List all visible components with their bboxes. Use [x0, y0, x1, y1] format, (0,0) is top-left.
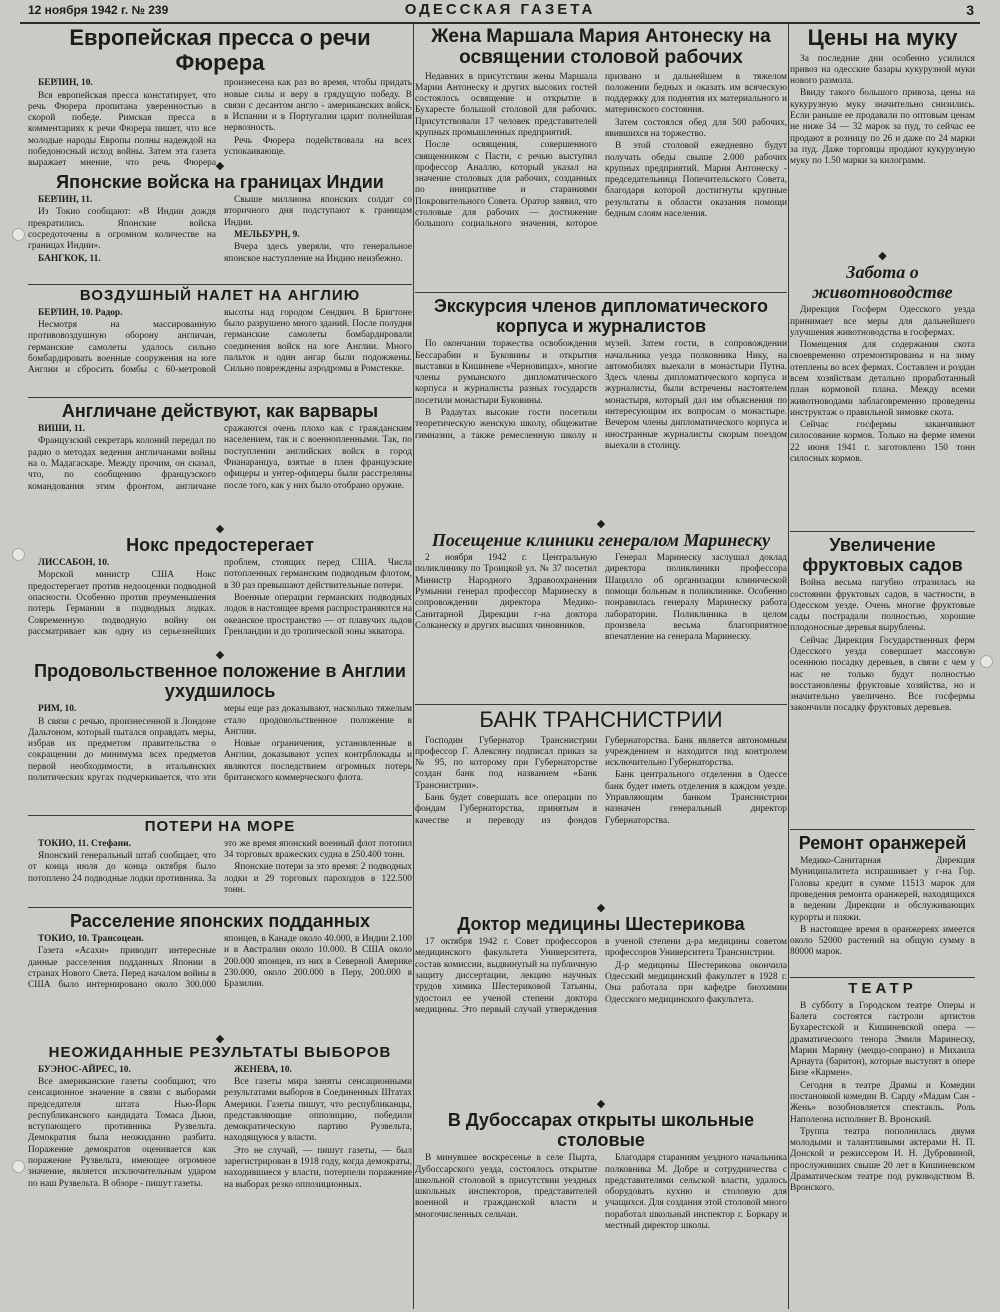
paragraph: Сейчас госфермы заканчивают силосование кормов. Только на ферме имени 22 июня 1941 г. заготовлено 150 тонн силосных кормов. — [790, 420, 975, 464]
article — [415, 708, 787, 898]
dateline: ТОКИО, 11. Стефани. — [38, 838, 131, 849]
dateline: РИМ, 10. — [38, 704, 77, 715]
headline: ВОЗДУШНЫЙ НАЛЕТ НА АНГЛИЮ — [79, 287, 361, 304]
headline: Ремонт оранжерей — [798, 833, 967, 853]
binding-hole — [12, 548, 25, 561]
headline: ПОТЕРИ НА МОРЕ — [144, 818, 296, 835]
article-body — [415, 72, 787, 231]
headline: В Дубоссарах открыты школьные столовые — [447, 1110, 755, 1151]
divider — [790, 977, 975, 978]
paragraph: Японские потери за это время: 2 подводных лодки и 29 торговых пароходов в 122.500 тонн. — [224, 862, 412, 895]
separator-ornament: ◆ — [215, 1033, 225, 1045]
headline: Продовольственное положение в Англии ухудшилось — [34, 661, 406, 702]
headline: БАНК ТРАНСНИСТРИИ — [479, 707, 723, 732]
article — [415, 914, 787, 1094]
article — [28, 401, 412, 519]
binding-hole — [980, 655, 993, 668]
headline: Расселение японских подданных — [70, 911, 370, 931]
paragraph: В минувшее воскресенье в селе Пырта, Дубоссарского уезда, состоялось открытие школьной столовой в присутствии уездных школьных инспекторов, представителей военной и гражданской власти и многочисленных сельчан. — [415, 1153, 597, 1220]
article-body — [415, 937, 787, 1016]
headline: Жена Маршала Мария Антонеску на освящении столовой рабочих — [431, 26, 771, 69]
paragraph: 2 ноября 1942 г. Центральную поликлинику по Троицкой ул. № 37 посетил Министр Народного Здравоохранения Румынии генерал профессор Маринеску в сопровождении директора Медико-Санитарной Дирекции г-на доктора Солканеску и других высших чиновников. — [415, 553, 597, 631]
paragraph: Вся европейская пресса констатирует, что речь Фюрера пропитана уверенностью в скорой победе. Римская пресса в комментариях к речи Фюрера пишет, что все молодые народы Европы полны надеждой на победоносный исход войны. Затем эта газета выражает мнение, что речь Фюрера произнесена как раз во время, чтобы придать новые силы и веру в грядущую победу. В связи с десантом англо - американских войск, в Испании и в Португалии царит полнейшая нервозность. — [28, 78, 412, 169]
article-body — [28, 558, 412, 638]
paragraph: Война весьма пагубно отразилась на состоянии фруктовых садов, в частности, в Одесском уезде. Очень многие фруктовые сады пострадали полностью, хорошие плодоносные деревья вырублены. — [790, 578, 975, 634]
article-body — [790, 856, 975, 959]
paragraph: Недавних в присутствии жены Маршала Марии Антонеску и других высоких гостей состоялось освящение и открытие в Бухаресте большой столовой для рабочих. Присутствовали 17 человек представителей крупных промышленных предприятий. — [415, 71, 597, 138]
paragraph: 17 октября 1942 г. Совет профессоров медицинского факультета Университета, состав комиссии, выдвинутый на публичную защиту диссертации, лекцию научных трудов химика Шестериковой Татьяны, удостоил ее ученой степени доктора медицины. Это первый случай утверждения в ученой степени д-ра медицины советом профессоров Университета Транснистрии. — [415, 937, 787, 1015]
dateline: БУЭНОС-АЙРЕС, 10. — [38, 1064, 131, 1075]
article-body — [28, 424, 412, 493]
binding-hole — [12, 1160, 25, 1173]
paragraph: Речь Фюрера подействовала на всех успокаивающе. — [224, 135, 412, 157]
article-body — [415, 339, 787, 452]
masthead — [20, 0, 980, 24]
article — [790, 833, 975, 973]
paragraph: Японский генеральный штаб сообщает, что от конца июля до конца октября было потоплено 24 подводные лодки противника. За это же время японский военный флот потопил 34 торговых вражеских судна в 250.400 тонн. — [28, 838, 412, 884]
column-middle — [415, 26, 787, 1308]
article — [28, 288, 412, 393]
separator-ornament: ◆ — [215, 160, 225, 172]
article — [28, 1045, 412, 1260]
column-rule — [788, 24, 789, 1309]
article-body — [28, 1065, 412, 1192]
paragraph: Банк будет совершать все операции по фондам Губернаторства, принятым в качестве и переводу из фондов Губернаторства. Банк является автономным учреждением и находится под контролем исключительно Губернаторства. — [415, 735, 787, 826]
divider — [415, 704, 787, 705]
paragraph: Генерал Маринеску заслушал доклад директора поликлиники профессора Шацилло об организации клинической помощи больным в поликлинике. Особенно понравилась генералу Маринеску работа лаборатории. Поликлиника в целом произвела весьма благоприятное впечатление на генерала Маринеску. — [605, 553, 787, 643]
paragraph: В связи с речью, произнесенной в Лондоне Дальтоном, который пытался оправдать меры, избрав их предметом правительства о сокращении до минимума всех предметов первой необходимости, в итальянских политических кругах подчеркивается, что эти меры еще раз доказывают, насколько тяжелым стало продовольственное положение в Англии. — [28, 704, 412, 783]
article — [28, 25, 412, 169]
dateline: БЕРЛИН, 11. — [38, 195, 93, 206]
article — [415, 530, 787, 700]
article-body — [790, 578, 975, 714]
paragraph: Военные операции германских подводных лодок в настоящее время распространяются на океанское пространство — от плавучих льдов Гренландии и до тропической зоны экватора. — [224, 593, 412, 637]
paragraph: Из Токио сообщают: «В Индии дождя прекратились. Японские войска сосредоточены в огромном количестве на границах Индии». — [28, 207, 216, 252]
paragraph: В Радаутах высокие гости посетили теоретическую женскую школу, общежитие гимназии, а также ремесленную школу и музей. Затем гости, в сопровождении начальника уезда полковника Нику, на автомобилях выехали в монастыри Путна. Здесь члены дипломатического корпуса и журналисты, были встречены настоятелем монастыря, который дал им объяснения по интересующим их вопросам о монастыре. Вечером члены дипломатического корпуса и иностранные журналисты скорым поездом выехали в столицу. — [415, 339, 787, 451]
paragraph: Благодаря стараниям уездного начальника полковника М. Добре и сотрудничества с представителями сельской власти, удалось оборудовать кухню и столовую для учащихся. Для создания этой столовой много поработал школьный инспектор г. Боркару и местный директор школы. — [605, 1153, 787, 1231]
article-body — [790, 1001, 975, 1195]
article-body — [28, 308, 412, 377]
paragraph: По окончании торжества освобождения Бессарабии и Буковины и открытия выставки в Кишиневе «Черновицах», многие члены румынского дипломатического корпуса и журналисты разных государств посетили монастыри Буковины. — [415, 339, 597, 406]
paragraph: Ввиду такого большого привоза, цены на кукурузную муку значительно снизились. Если раньше ее продавали по оптовым ценам не ниже 34 — 32 марок за пуд, то сейчас ее продают в розницу по 26 и даже по 24 марки за пуд. Даже торговцы продают кукурузную муку по 1.50 марки за килограмм. — [790, 88, 975, 167]
paragraph: Медико-Санитарная Дирекция Муниципалитета испрашивает у г-на Гор. Головы кредит в сумме 11513 марок для проведения ремонта оранжерей, находящихся в ведении Дирекции и обслуживающих курорты и пляжи. — [790, 856, 975, 923]
paragraph: Свыше миллиона японских солдат со вторичного дня подступают к границам Индии. — [224, 195, 412, 228]
paragraph: Несмотря на массированную противовоздушную оборону англичан, германские самолеты удалось сильно бомбардировать военные сооружения на юге Англии и сбросить бомбы с 60-метровой высоты над городом Сендвич. В Бригтоне было разрушено много зданий. После полудня германские самолеты бомбардировали соединения войск на юге Англии. Много пальток и один ангар были подожжены. Сильно повреждены аэродромы в Ромстекке. — [28, 307, 412, 376]
dateline: ЛИССАБОН, 10. — [38, 558, 110, 569]
article-body — [790, 305, 975, 465]
separator-ornament: ◆ — [878, 250, 887, 262]
paragraph: Д-р медицины Шестерикова окончила Одесский медицинский факультет в 1928 г. Она работала при кафедре биохимии Одесского медицинского факультета. — [605, 960, 787, 1005]
article — [28, 819, 412, 903]
article-body — [415, 553, 787, 643]
paragraph: Сейчас Дирекция Государственных ферм Одесского уезда совершает массовую осеннюю посадку деревьев, в связи с чем у нас не только будут полностью восстановлены фруктовые хозяйства, но и значительно увеличено. Все госфермы закончили посадку фруктовых деревьев. — [790, 635, 975, 714]
paragraph: Все американские газеты сообщают, что сенсационное значение в связи с выборами председателя штата Нью-Йорк республиканского кандидата Томаса Дьюи, вступающего противника Рузвельта. Демократия была неожиданно разбита. Поражение демократов оценивается как поражение Рузвельта, имеющее огромное значение, является исключительным ударом по наш Рузвельта. В обзоре - пишут газеты. — [28, 1077, 216, 1189]
paragraph: Все газеты мира заняты сенсационными результатами выборов в Соединенных Штатах Америки. Газеты пишут, что республиканцы, представляющие оппозицию, победили демократическую партию Рузвельта, находящуюся у власти. — [224, 1077, 412, 1144]
article-body — [415, 1153, 787, 1232]
article — [28, 535, 412, 645]
paragraph: Это не случай, — пишут газеты, — был зарегистрирован в 1918 году, когда демократы, находившиеся у власти, потерпели поражение на выборах резко оппозиционных. — [224, 1145, 412, 1190]
headline: НЕОЖИДАННЫЕ РЕЗУЛЬТАТЫ ВЫБОРОВ — [48, 1044, 392, 1061]
article — [415, 296, 787, 514]
article-body — [415, 736, 787, 828]
divider — [415, 292, 787, 293]
dateline: БЕРЛИН, 10. Радор. — [38, 307, 123, 318]
divider — [790, 531, 975, 532]
separator-ornament: ◆ — [215, 523, 225, 535]
headline: Цены на муку — [807, 25, 958, 50]
binding-hole — [12, 228, 25, 241]
headline: Японские войска на границах Индии — [56, 172, 384, 192]
article — [790, 535, 975, 825]
paragraph: Помещения для содержания скота своевременно отремонтированы и на зиму отеплены во всех фермах. Составлен и роздан всем хозяйствам детально проработанный план кормовой плана. Между всеми животноводами заблаговременно проведены инструктаж о правильной зимовке скота. — [790, 340, 975, 418]
headline: Нокс предостерегает — [126, 535, 314, 555]
article — [28, 172, 412, 280]
headline: Европейская пресса о речи Фюрера — [69, 25, 371, 75]
newspaper-title: ОДЕССКАЯ ГАЗЕТА — [404, 1, 596, 18]
divider — [28, 284, 412, 285]
paragraph: Банк центрального отделения в Одессе банк будет иметь отделения в каждом уезде. Управляющим банком Транснистрии назначен генеральный директор Губернаторства. — [605, 770, 787, 826]
paragraph: Газета «Асахи» приводит интересные данные расселения подданных Японии в странах Нового Света. Перед началом войны в США было интернировано около 300.000 японцев, в Канаде около 40.000, в Индии 2.100 и в Австралии около 10.000. В США около 200.000 японцев, из них в Северной Америке 230.000, около 200.000 в Перу, 200.000 в Бразилии. — [28, 934, 412, 991]
paragraph: За последние дни особенно усилился привоз на одесские базары кукурузной муки нового размола. — [790, 53, 975, 87]
column-rule — [413, 24, 414, 1309]
paragraph: Труппа театра пополнилась двумя молодыми и талантливыми актерами Н. П. Донской и режиссером И. Н. Дубровиной, прослуживших свыше 20 лет в Кишиневском Драматическом театре под руководством В. Вронского. — [790, 1126, 975, 1194]
headline: Увеличение фруктовых садов — [802, 535, 963, 576]
article — [790, 981, 975, 1301]
article-body — [28, 195, 412, 266]
headline: Экскурсия членов дипломатического корпуса и журналистов — [433, 296, 769, 337]
paragraph: Новые ограничения, установленные в Англии, доказывают успех контрблокады и являются последствием огромных потерь британского коммерческого флота. — [224, 739, 412, 783]
paragraph: Затем состоялся обед для 500 рабочих, явившихся на торжество. — [605, 117, 787, 139]
paragraph: Дирекция Госферм Одесского уезда принимает все меры для дальнейшего улучшения животноводства в госфермах. — [790, 305, 975, 338]
separator-ornament: ◆ — [596, 518, 606, 530]
paragraph: После освящения, совершенного священником с Пасти, с речью выступил профессор Аналлю, который указал на значение столовых для рабочих, созданных по инициативе и стараниями Покровительного Совета. Оратор заявил, что столовые для рабочих — достижение большого социального значения, которое призвано и дальнейшем в тяжелом положении бедных и оказать им всяческую поддержку для поднятия их материального и материнского состояния. — [415, 71, 787, 230]
divider — [28, 907, 412, 908]
divider — [790, 829, 975, 830]
dateline: БЕРЛИН, 10. — [38, 78, 93, 89]
column-right — [790, 26, 975, 1308]
separator-ornament: ◆ — [215, 649, 225, 661]
dateline: МЕЛЬБУРН, 9. — [234, 230, 300, 240]
article-body — [28, 934, 412, 991]
paragraph: Французский секретарь колоний передал по радио о методах ведения англичанами войны на о. Мадагаскаре. Между прочим, он сказал, что, по сообщению французского командования этим фронтом, англичане сражаются очень плохо как с гражданским населением, так и с военнопленными. Так, по поступлении английских войск в город Фианаранцуа, взятые в плен французские офицеры и унтер-офицеры были расстреляны после того, как у них было отобрано оружие. — [28, 424, 412, 492]
headline: Посещение клиники генералом Маринеску — [431, 530, 771, 550]
paragraph: Вчера здесь уверяли, что генеральное японское наступление на Индию неизбежно. — [224, 242, 412, 264]
article — [28, 661, 412, 811]
paragraph: В настоящее время в оранжереях имеется около 52000 растений на общую сумму в 80000 марок. — [790, 924, 975, 958]
column-left — [28, 26, 412, 1308]
article-body — [28, 78, 412, 169]
divider — [28, 397, 412, 398]
dateline: ЖЕНЕВА, 10. — [234, 1064, 292, 1075]
article-body — [28, 839, 412, 896]
paragraph: Сегодня в театре Драмы и Комедии постановкой комедии В. Сарду «Мадам Сан - Жень» возобновляется спектакль. Роль Наполеона исполняет В. Вронский. — [790, 1080, 975, 1125]
paragraph: В этой столовой ежедневно будут получать обеды свыше 2.000 рабочих крупных предприятий. Мария Антонеску - председательница Попечительского Совета, благодаря которой достигнуты крупные результаты в области оказания помощи бедным слоям населения. — [605, 141, 787, 219]
headline: Англичане действуют, как варвары — [61, 401, 379, 421]
paragraph: Господин Губернатор Транснистрии профессор Г. Алексяну подписал приказ за № 95, по которому при Губернаторстве создан банк под названием «Банк Транснистрии». — [415, 735, 597, 791]
article-body — [790, 54, 975, 168]
issue-date: 12 ноября 1942 г. № 239 — [28, 3, 169, 17]
dateline: ТОКИО, 10. Трансоцеан. — [38, 934, 144, 945]
separator-ornament: ◆ — [596, 902, 606, 914]
page-number: 3 — [966, 2, 974, 18]
paragraph: В субботу в Городском театре Оперы и Балета состоятся гастроли артистов Бухарестской и Кишиневской опера — драматического тенора Эмиля Маринеску, Марии Маряну (меццо-сопрано) и Михаила Арнаута (баритон), которые выступят в опере Бизе «Кармен». — [790, 1000, 975, 1079]
article-body — [28, 704, 412, 784]
article — [790, 262, 975, 527]
dateline: БАНГКОК, 11. — [38, 253, 101, 264]
headline: Забота о животноводстве — [812, 262, 953, 303]
separator-ornament: ◆ — [596, 1098, 606, 1110]
article — [790, 26, 975, 246]
headline: ТЕАТР — [848, 980, 917, 997]
paragraph: Морской министр США Нокс предостерегает против недооценки подводной опасности. Особенно против преуменьшения потерь Германии в подводных лодках. Современную подводную войну он рассматривает как одну из серьезнейших проблем, стоящих перед США. Числа потопленных германским подводным флотом, в 30 раз превышают действительные потери. — [28, 558, 412, 637]
article — [28, 911, 412, 1029]
headline: Доктор медицины Шестерикова — [457, 914, 745, 934]
article — [415, 1110, 787, 1260]
dateline: ВИШИ, 11. — [38, 424, 86, 435]
article — [415, 26, 787, 288]
divider — [28, 815, 412, 816]
